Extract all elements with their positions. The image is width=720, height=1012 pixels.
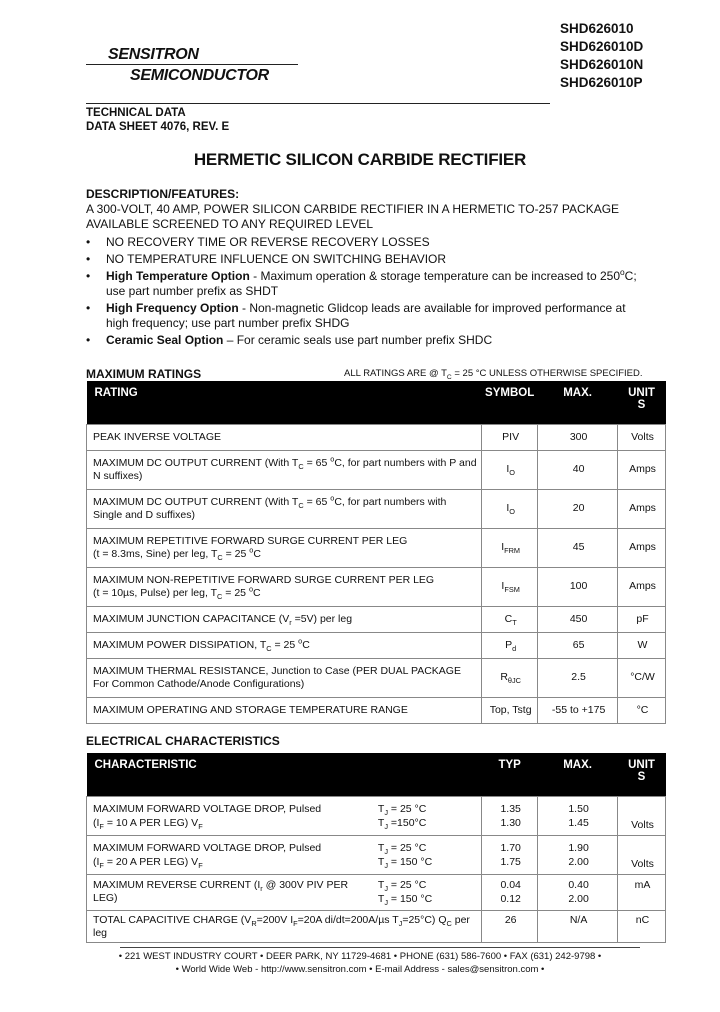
- col-header-max: MAX.: [538, 381, 618, 424]
- col-header-characteristic: CHARACTERISTIC: [87, 753, 482, 796]
- col-header-symbol: SYMBOL: [482, 381, 538, 424]
- col-header-rating: RATING: [87, 381, 482, 424]
- condition-cell: $T_J = 25$ °C $T_J =150^\circ C$: [376, 796, 482, 835]
- feature-item: • Ceramic Seal Option – For ceramic seals use part number prefix SHDC: [86, 333, 493, 347]
- symbol-cell: $P_d$: [482, 632, 538, 658]
- bullet-icon: •: [86, 269, 91, 283]
- ratings-note: ALL RATINGS ARE @ $T_C = 25$ °C UNLESS OTHERWISE SPECIFIED.: [344, 368, 643, 381]
- condition-cell: $T_J = 25$ °C $T_J = 150$ °C: [376, 874, 482, 910]
- characteristic-cell: MAXIMUM FORWARD VOLTAGE DROP, Pulsed ($I_F = 20$ A PER LEG) $V_F$: [87, 835, 376, 874]
- feature-item: • NO TEMPERATURE INFLUENCE ON SWITCHING BEHAVIOR: [86, 252, 447, 266]
- data-sheet-revision: DATA SHEET 4076, REV. E: [86, 121, 230, 133]
- characteristic-cell: TOTAL CAPACITIVE CHARGE ($V_R=200V$ $I_F=20A$ di/dt=200A/µs $T_J=25^\circ C$) $Q_C$ per leg: [87, 910, 482, 942]
- company-name-line2: SEMICONDUCTOR: [130, 67, 269, 84]
- company-name-line1: SENSITRON: [108, 46, 199, 63]
- col-header-max: MAX.: [538, 753, 618, 796]
- footer-divider: [120, 947, 640, 948]
- table-header-row: [87, 381, 666, 424]
- feature-item: • High Frequency Option - Non-magnetic Glidcop leads are available for improved performance at high frequency; use part number prefix SHDG: [86, 301, 626, 330]
- part-number: SHD626010: [560, 21, 634, 36]
- characteristic-cell: MAXIMUM REVERSE CURRENT ($I_r$ @ 300V PIV PER LEG): [87, 874, 376, 910]
- max-ratings-heading: MAXIMUM RATINGS: [86, 367, 202, 381]
- symbol-cell: $I_{FSM}$: [482, 567, 538, 606]
- table-row: MAXIMUM THERMAL RESISTANCE, Junction to Case (PER DUAL PACKAGE For Common Cathode/Anode Configurations) $R_{\theta JC}$ 2.5 °C/W: [87, 658, 666, 697]
- description-line: A 300-VOLT, 40 AMP, POWER SILICON CARBIDE RECTIFIER IN A HERMETIC TO-257 PACKAGE: [86, 202, 620, 216]
- table-row: MAXIMUM NON-REPETITIVE FORWARD SURGE CURRENT PER LEG (t = 10µs, Pulse) per leg, $T_C = 25$ $^o$C $I_{FSM}$ 100 Amps: [87, 567, 666, 606]
- rating-cell: MAXIMUM DC OUTPUT CURRENT (With $T_C = 65$ $^o$C, for part numbers with P and N suffixes): [87, 450, 482, 489]
- electrical-heading: ELECTRICAL CHARACTERISTICS: [86, 734, 280, 748]
- header-divider: [86, 103, 550, 104]
- table-row: MAXIMUM REVERSE CURRENT ($I_r$ @ 300V PIV PER LEG) $T_J = 25$ °C $T_J = 150$ °C 0.04 0.12 0.40 2.00 mA: [87, 874, 666, 910]
- rating-cell: MAXIMUM REPETITIVE FORWARD SURGE CURRENT PER LEG (t = 8.3ms, Sine) per leg, $T_C = 25$ $^o$C: [87, 528, 482, 567]
- rating-cell: MAXIMUM DC OUTPUT CURRENT (With $T_C = 65$ $^o$C, for part numbers with Single and D suffixes): [87, 489, 482, 528]
- bullet-icon: •: [86, 235, 91, 249]
- table-header-row: [87, 753, 666, 796]
- table-row: TOTAL CAPACITIVE CHARGE ($V_R=200V$ $I_F=20A$ di/dt=200A/µs $T_J=25^\circ C$) $Q_C$ per leg 26 N/A nC: [87, 910, 666, 942]
- typ-cell: 0.04 0.12: [482, 874, 538, 910]
- part-number: SHD626010P: [560, 75, 643, 90]
- description-line: AVAILABLE SCREENED TO ANY REQUIRED LEVEL: [86, 217, 373, 231]
- rating-cell: MAXIMUM NON-REPETITIVE FORWARD SURGE CURRENT PER LEG (t = 10µs, Pulse) per leg, $T_C = 25$ $^o$C: [87, 567, 482, 606]
- col-header-typ: TYP: [482, 753, 538, 796]
- part-number-list: [560, 20, 643, 92]
- condition-cell: $T_J = 25$ °C $T_J = 150$ °C: [376, 835, 482, 874]
- rating-cell: MAXIMUM THERMAL RESISTANCE, Junction to Case (PER DUAL PACKAGE For Common Cathode/Anode Configurations): [87, 658, 482, 697]
- table-row: PEAK INVERSE VOLTAGE PIV 300 Volts: [87, 424, 666, 450]
- technical-data-label: TECHNICAL DATA: [86, 107, 186, 119]
- table-row: MAXIMUM JUNCTION CAPACITANCE $(V_r =5V)$ per leg $C_T$ 450 pF: [87, 606, 666, 632]
- table-row: MAXIMUM DC OUTPUT CURRENT (With $T_C = 65$ $^o$C, for part numbers with P and N suffixes) $I_O$ 40 Amps: [87, 450, 666, 489]
- bullet-icon: •: [86, 301, 91, 315]
- max-ratings-table: [86, 381, 666, 724]
- part-number: SHD626010N: [560, 57, 644, 72]
- symbol-cell: $R_{\theta JC}$: [482, 658, 538, 697]
- rating-cell: MAXIMUM JUNCTION CAPACITANCE $(V_r =5V)$ per leg: [87, 606, 482, 632]
- description-block: [86, 202, 646, 348]
- characteristic-cell: MAXIMUM FORWARD VOLTAGE DROP, Pulsed ($I_F = 10$ A PER LEG) $V_F$: [87, 796, 376, 835]
- table-row: MAXIMUM FORWARD VOLTAGE DROP, Pulsed ($I_F = 20$ A PER LEG) $V_F$ $T_J = 25$ °C $T_J = 150$ °C 1.70 1.75 1.90 2.00 Volts: [87, 835, 666, 874]
- logo-divider: [86, 64, 298, 65]
- typ-cell: 1.70 1.75: [482, 835, 538, 874]
- rating-cell: MAXIMUM POWER DISSIPATION, $T_C = 25$ $^o$C: [87, 632, 482, 658]
- symbol-cell: $C_T$: [482, 606, 538, 632]
- col-header-units: UNIT S: [618, 753, 666, 796]
- col-header-units: UNIT S: [618, 381, 666, 424]
- part-number: SHD626010D: [560, 39, 644, 54]
- page-title: HERMETIC SILICON CARBIDE RECTIFIER: [193, 150, 527, 169]
- symbol-cell: $I_O$: [482, 489, 538, 528]
- table-row: MAXIMUM DC OUTPUT CURRENT (With $T_C = 65$ $^o$C, for part numbers with Single and D suffixes) $I_O$ 20 Amps: [87, 489, 666, 528]
- symbol-cell: $I_{FRM}$: [482, 528, 538, 567]
- footer-web: • World Wide Web - http://www.sensitron.com • E-mail Address - sales@sensitron.com •: [175, 964, 545, 975]
- table-row: MAXIMUM REPETITIVE FORWARD SURGE CURRENT PER LEG (t = 8.3ms, Sine) per leg, $T_C = 25$ $^o$C $I_{FRM}$ 45 Amps: [87, 528, 666, 567]
- footer-address: • 221 WEST INDUSTRY COURT • DEER PARK, NY 11729-4681 • PHONE (631) 586-7600 • FAX (631) 242-9798 •: [118, 951, 602, 962]
- technical-data-block: [86, 106, 229, 134]
- max-cell: 0.40 2.00: [538, 874, 618, 910]
- typ-cell: 1.35 1.30: [482, 796, 538, 835]
- feature-item: • High Temperature Option - Maximum operation & storage temperature can be increased to 250$^o$C; use part number prefix as SHDT: [86, 267, 637, 298]
- electrical-table: [86, 753, 666, 943]
- max-cell: 1.90 2.00: [538, 835, 618, 874]
- bullet-icon: •: [86, 333, 91, 347]
- table-row: MAXIMUM POWER DISSIPATION, $T_C = 25$ $^o$C $P_d$ 65 W: [87, 632, 666, 658]
- max-cell: 1.50 1.45: [538, 796, 618, 835]
- feature-item: • NO RECOVERY TIME OR REVERSE RECOVERY LOSSES: [86, 235, 430, 249]
- table-row: MAXIMUM OPERATING AND STORAGE TEMPERATURE RANGE Top, Tstg -55 to +175 °C: [87, 697, 666, 723]
- symbol-cell: $I_O$: [482, 450, 538, 489]
- description-heading: DESCRIPTION/FEATURES:: [86, 187, 240, 201]
- table-row: MAXIMUM FORWARD VOLTAGE DROP, Pulsed ($I_F = 10$ A PER LEG) $V_F$ $T_J = 25$ °C $T_J =150^\circ C$ 1.35 1.30 1.50 1.45 Volts: [87, 796, 666, 835]
- bullet-icon: •: [86, 252, 91, 266]
